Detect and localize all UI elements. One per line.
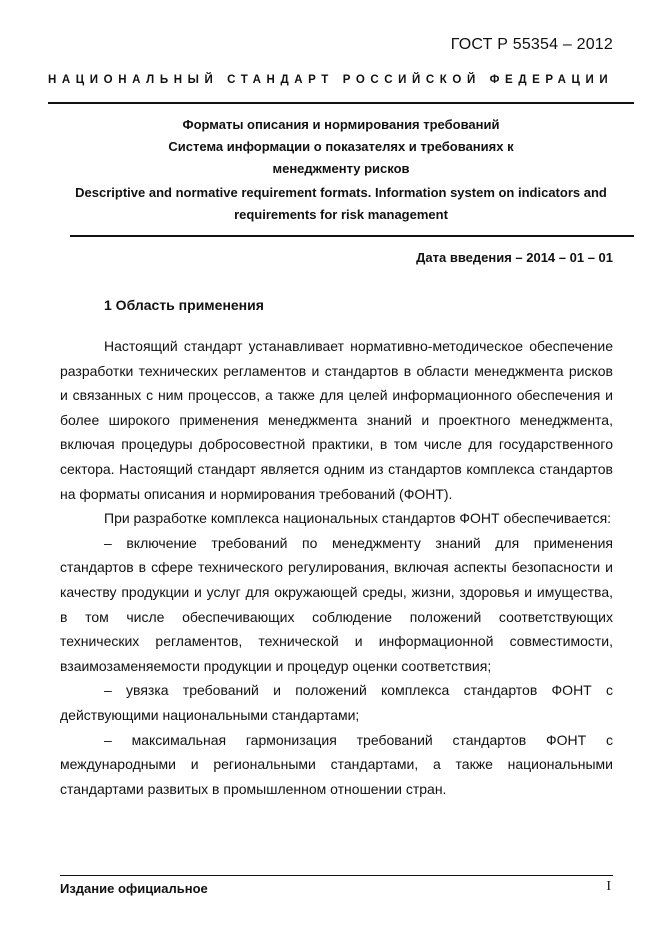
national-standard-heading: НАЦИОНАЛЬНЫЙ СТАНДАРТ РОССИЙСКОЙ ФЕДЕРАЦИИ	[48, 74, 614, 86]
title-en-line-2: requirements for risk management	[234, 207, 448, 222]
title-en-line-1: Descriptive and normative requirement formats. Information system on indicators and	[75, 185, 607, 200]
standard-code: ГОСТ Р 55354 – 2012	[450, 36, 613, 53]
list-item: – увязка требований и положений комплекса стандартов ФОНТ с действующими национальными стандартами;	[60, 682, 613, 723]
list-item: – включение требований по менеджменту знаний для применения стандартов в сфере технического регулирования, включая аспекты безопасности и качеству продукции и услуг для окружающей среды, жизни, здоровья и имущества, в том числе обеспечивающих соблюдение положений соответствующих технических регламентов, технической и информационной совместимости, взаимозаменяемости продукции и процедур оценки соответствия;	[60, 534, 613, 674]
document-title-ru	[48, 114, 634, 180]
section-body	[60, 334, 613, 801]
edition-label: Издание официальное	[60, 881, 208, 896]
title-ru-line-1: Форматы описания и нормирования требований	[182, 117, 500, 132]
page-number: I	[606, 879, 611, 894]
paragraph-scope: Настоящий стандарт устанавливает нормативно-методическое обеспечение разработки технических регламентов и стандартов в области менеджмента рисков и связанных с ним процессов, а также для целей информационного обеспечения и более широкого применения менеджмента знаний и проектного менеджмента, включая процедуры добросовестной практики, в том числе для государственного сектора. Настоящий стандарт является одним из стандартов комплекса стандартов на форматы описания и нормирования требований (ФОНТ).	[60, 338, 613, 502]
title-ru-line-3: менеджменту рисков	[272, 161, 410, 176]
introduction-date: Дата введения – 2014 – 01 – 01	[416, 250, 613, 265]
section-heading: 1 Область применения	[104, 297, 264, 313]
title-ru-line-2: Система информации о показателях и требованиях к	[168, 139, 514, 154]
list-item: – максимальная гармонизация требований стандартов ФОНТ с международными и региональными стандартами, а также национальными стандартами развитых в промышленном отношении стран.	[60, 731, 613, 797]
document-title-en	[48, 182, 634, 226]
footer-divider	[60, 875, 613, 876]
paragraph-development: При разработке комплекса национальных стандартов ФОНТ обеспечивается:	[104, 510, 612, 527]
top-divider	[48, 102, 634, 104]
title-divider	[70, 235, 634, 237]
